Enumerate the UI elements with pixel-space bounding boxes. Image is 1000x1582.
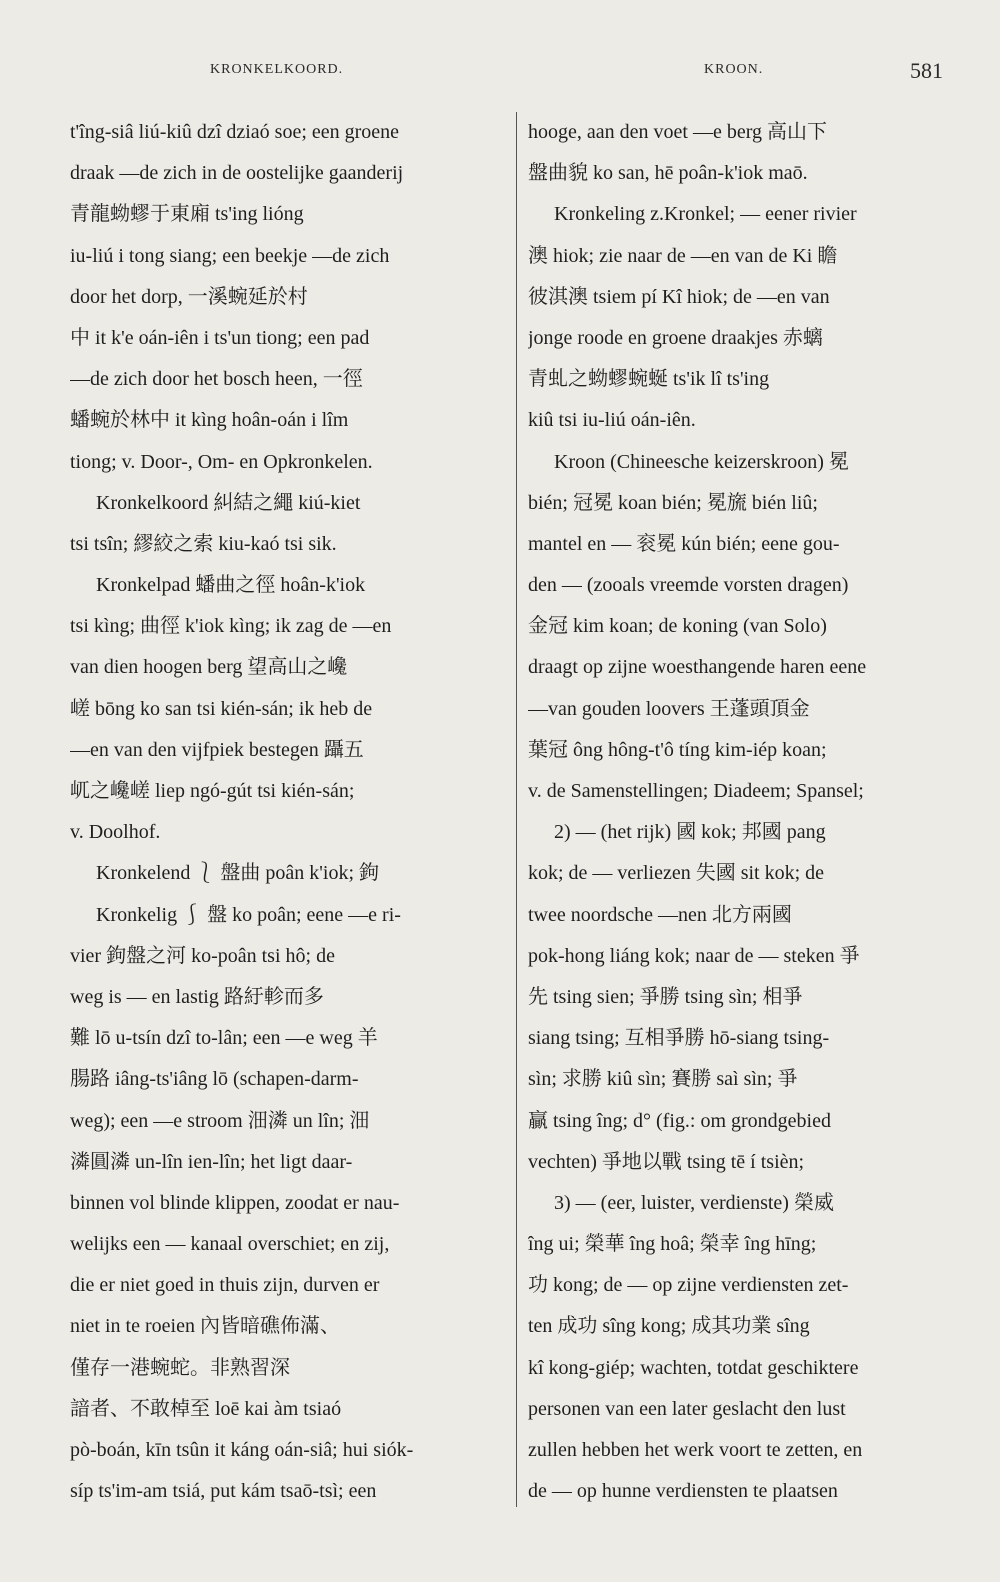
text-line: Kronkelig ⎰ 盤 ko poân; eene —e ri- (96, 903, 401, 926)
text-line: kiû tsi iu-liú oán-iên. (528, 409, 696, 432)
text-line: 僅存一港蜿蛇。非熟習深 (70, 1356, 290, 1379)
text-line: Kronkelpad 蟠曲之徑 hoân-k'iok (96, 574, 366, 597)
text-line: 2) — (het rijk) 國 kok; 邦國 pang (554, 821, 826, 844)
text-line: iu-liú i tong siang; een beekje —de zich (70, 244, 390, 267)
text-line: 中 it k'e oán-iên i ts'un tiong; een pad (70, 326, 370, 349)
text-line: die er niet goed in thuis zijn, durven er (70, 1274, 380, 1297)
text-line: binnen vol blinde klippen, zoodat er nau- (70, 1191, 400, 1214)
text-line: ten 成功 sîng kong; 成其功業 sîng (528, 1315, 810, 1338)
text-line: kok; de — verliezen 失國 sit kok; de (528, 862, 825, 885)
text-line: 功 kong; de — op zijne verdiensten zet- (528, 1274, 849, 1297)
text-line: 3) — (eer, luister, verdienste) 榮威 (554, 1191, 834, 1214)
text-line: tiong; v. Door-, Om- en Opkronkelen. (70, 450, 373, 473)
text-line: 潾圓潾 un-lîn ien-lîn; het ligt daar- (70, 1150, 353, 1173)
text-line: 澳 hiok; zie naar de —en van de Ki 瞻 (528, 244, 838, 267)
text-line: 腸路 iâng-ts'iâng lō (schapen-darm- (70, 1068, 359, 1091)
text-line: 金冠 kim koan; de koning (van Solo) (528, 615, 827, 638)
text-line: —van gouden loovers 王蓬頭頂金 (528, 697, 810, 720)
text-line: 贏 tsing îng; d° (fig.: om grondgebied (528, 1109, 831, 1132)
text-line: door het dorp, 一溪蜿延於村 (70, 285, 308, 308)
text-line: niet in te roeien 內皆暗礁佈滿、 (70, 1315, 340, 1338)
text-line: den — (zooals vreemde vorsten dragen) (528, 574, 849, 597)
left-column (70, 112, 502, 1512)
text-line: Kroon (Chineesche keizerskroon) 冕 (554, 450, 849, 473)
running-head-left: KRONKELKOORD. (210, 62, 344, 77)
running-head-right: KROON. (704, 62, 764, 77)
text-line: draagt op zijne woesthangende haren eene (528, 656, 867, 679)
text-line: sìn; 求勝 kiû sìn; 賽勝 saì sìn; 爭 (528, 1068, 798, 1091)
text-line: personen van een later geslacht den lust (528, 1397, 846, 1420)
text-line: hooge, aan den voet —e berg 高山下 (528, 121, 827, 143)
text-line: welijks een — kanaal overschiet; en zij, (70, 1233, 390, 1256)
text-line: 青龍蚴蟉于東廂 ts'ing lióng (70, 203, 304, 226)
text-line: t'îng-siâ liú-kiû dzî dziaó soe; een groene (70, 121, 400, 143)
text-line: tsi tsîn; 繆絞之索 kiu-kaó tsi sik. (70, 532, 337, 555)
text-line: jonge roode en groene draakjes 赤螭 (528, 326, 823, 349)
text-line: mantel en — 衮冕 kún bién; eene gou- (528, 532, 840, 555)
text-line: weg); een —e stroom 沺潾 un lîn; 沺 (70, 1109, 370, 1132)
text-line: îng ui; 榮華 îng hoâ; 榮幸 îng hīng; (528, 1233, 817, 1256)
text-line: 青虬之蚴蟉蜿蜒 ts'ik lî ts'ing (528, 368, 770, 391)
text-line: zullen hebben het werk voort te zetten, en (528, 1439, 863, 1461)
text-line: 難 lō u-tsín dzî to-lân; een —e weg 羊 (70, 1027, 378, 1050)
text-line: 盤曲貌 ko san, hē poân-k'iok maō. (528, 162, 808, 185)
text-line: 彼淇澳 tsiem pí Kî hiok; de —en van (528, 285, 830, 308)
text-line: —en van den vijfpiek bestegen 躡五 (70, 738, 364, 761)
text-line: Kronkeling z.Kronkel; — eener rivier (554, 203, 857, 226)
text-line: draak —de zich in de oostelijke gaanderij (70, 162, 404, 185)
column-divider (516, 112, 517, 1507)
text-line: bién; 冠冕 koan bién; 冕旒 bién liû; (528, 491, 818, 514)
text-line: 屼之巉嵯 liep ngó-gút tsi kién-sán; (70, 780, 355, 802)
text-line: v. Doolhof. (70, 821, 161, 844)
text-line: kî kong-giép; wachten, totdat geschiktere (528, 1356, 859, 1379)
text-line: pò-boán, kīn tsûn it káng oán-siâ; hui siók- (70, 1439, 414, 1461)
text-line: Kronkelkoord 糾結之繩 kiú-kiet (96, 491, 361, 514)
text-line: 先 tsing sien; 爭勝 tsing sìn; 相爭 (528, 985, 803, 1008)
text-line: vechten) 爭地以戰 tsing tē í tsièn; (528, 1150, 805, 1173)
text-line: síp ts'im-am tsiá, put kám tsaō-tsì; een (70, 1480, 377, 1503)
right-column (528, 112, 960, 1512)
text-line: 嵯 bōng ko san tsi kién-sán; ik heb de (70, 697, 373, 720)
text-line: 蟠蜿於林中 it kìng hoân-oán i lîm (70, 409, 349, 432)
text-line: tsi kìng; 曲徑 k'iok kìng; ik zag de —en (70, 615, 392, 638)
text-line: weg is — en lastig 路紆軫而多 (70, 985, 324, 1008)
text-line: 葉冠 ông hông-t'ô tíng kim-iép koan; (528, 738, 827, 761)
text-line: Kronkelend ⎱ 盤曲 poân k'iok; 鉤 (96, 862, 380, 885)
text-line: 諳者、不敢棹至 loē kai àm tsiaó (70, 1397, 342, 1420)
text-line: de — op hunne verdiensten te plaatsen (528, 1480, 838, 1503)
text-line: pok-hong liáng kok; naar de — steken 爭 (528, 944, 860, 967)
text-line: —de zich door het bosch heen, 一徑 (70, 368, 363, 391)
text-line: siang tsing; 互相爭勝 hō-siang tsing- (528, 1027, 830, 1050)
page-number: 581 (910, 58, 943, 83)
text-line: twee noordsche —nen 北方兩國 (528, 903, 792, 926)
text-line: van dien hoogen berg 望高山之巉 (70, 656, 348, 679)
text-line: v. de Samenstellingen; Diadeem; Spansel; (528, 780, 864, 802)
text-line: vier 鉤盤之河 ko-poân tsi hô; de (70, 944, 335, 967)
